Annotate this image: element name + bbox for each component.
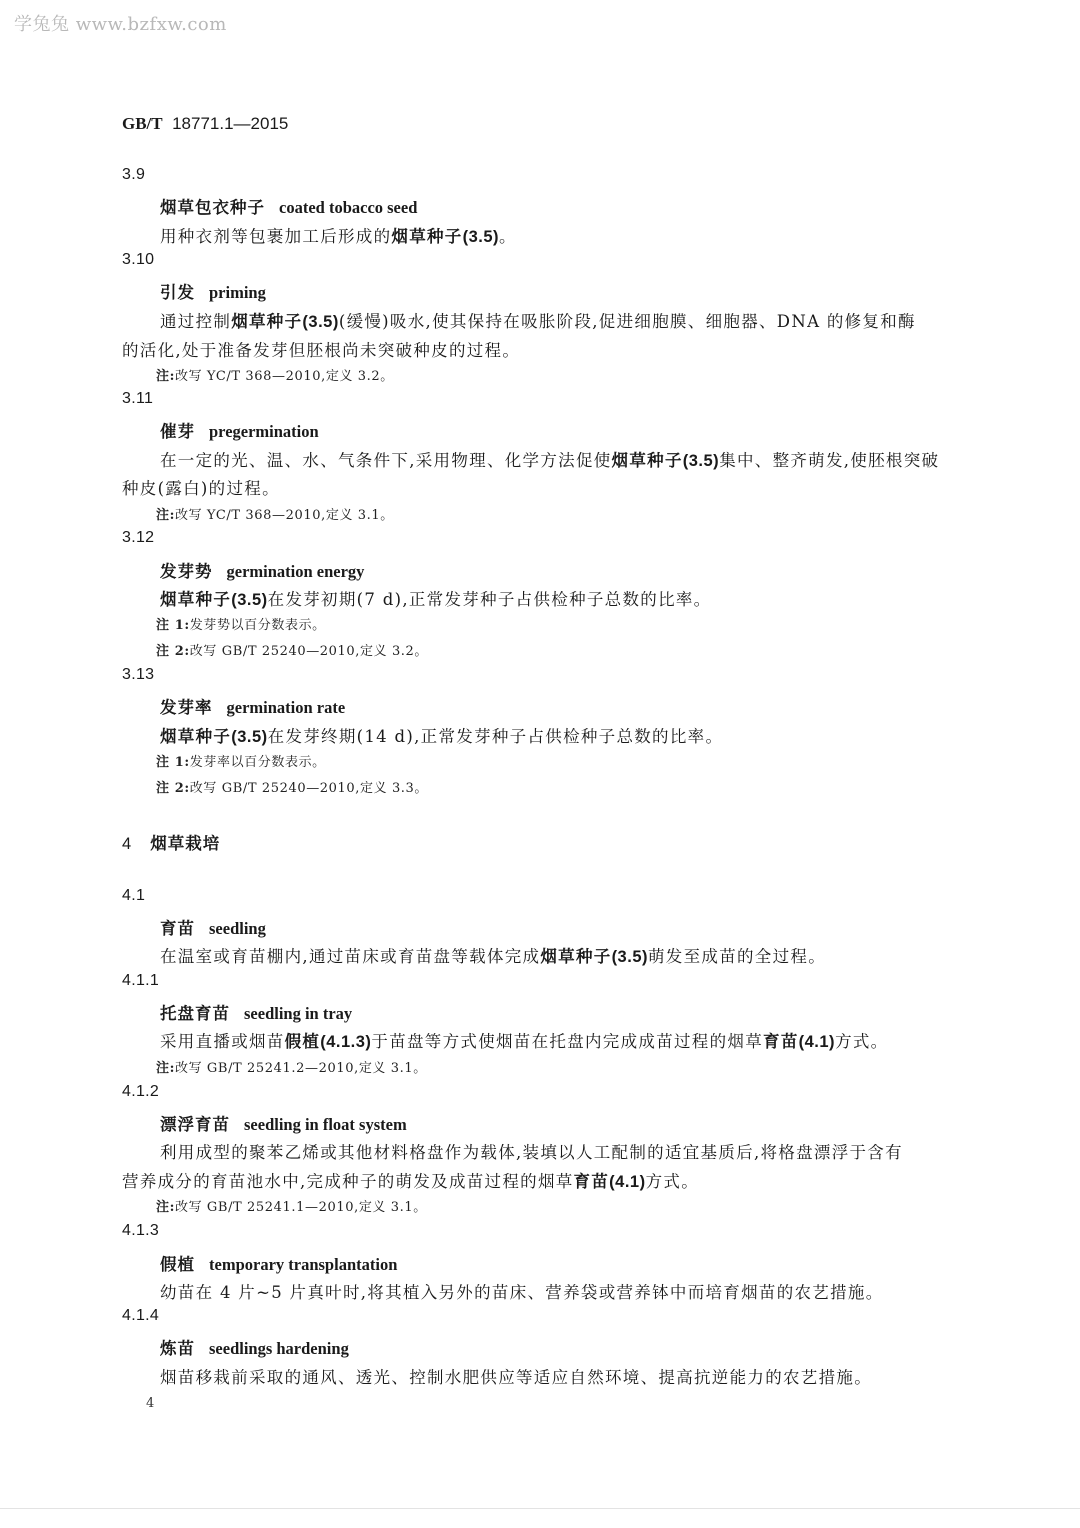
definition-text: 采用直播或烟苗 <box>160 1032 285 1051</box>
standard-prefix: GB/T <box>122 114 163 133</box>
cross-ref-term: 烟草种子 <box>160 590 232 609</box>
note-label: 注 2: <box>156 644 190 659</box>
standard-code <box>122 114 288 134</box>
definition-continued: 种皮(露白)的过程。 <box>122 479 280 498</box>
definition-continued <box>122 1168 699 1192</box>
definition-text: 用种衣剂等包裹加工后形成的 <box>160 227 392 246</box>
cross-ref-number: (4.1.3) <box>320 1033 372 1051</box>
clause-number: 3.13 <box>122 666 155 683</box>
term-zh: 烟草包衣种子 <box>160 198 265 217</box>
term-heading <box>160 558 364 582</box>
clause-number: 3.11 <box>122 390 154 407</box>
cross-ref-number: (3.5) <box>611 948 648 966</box>
definition <box>160 308 916 332</box>
clause-number: 3.10 <box>122 251 155 268</box>
definition <box>160 447 939 471</box>
term-zh: 炼苗 <box>160 1339 195 1358</box>
cross-ref-term: 假植 <box>284 1032 321 1051</box>
definition-text: (缓慢)吸水,使其保持在吸胀阶段,促进细胞膜、细胞器、DNA 的修复和酶 <box>338 312 916 331</box>
note-text: 改写 YC/T 368—2010,定义 3.1。 <box>175 508 394 523</box>
cross-ref-number: (3.5) <box>682 452 720 470</box>
definition-text: 。 <box>499 227 517 246</box>
definition <box>160 1028 888 1052</box>
clause-number: 4.1.3 <box>122 1222 160 1239</box>
definition <box>160 223 517 247</box>
note-label: 注: <box>156 1061 175 1076</box>
definition-text: 方式。 <box>835 1032 889 1051</box>
cross-ref-term: 育苗 <box>573 1172 610 1191</box>
term-zh: 漂浮育苗 <box>160 1115 230 1134</box>
note <box>156 504 394 523</box>
term-zh: 引发 <box>160 283 195 302</box>
definition-text: 方式。 <box>645 1172 699 1191</box>
definition-text: 在温室或育苗棚内,通过苗床或育苗盘等载体完成 <box>160 947 541 966</box>
cross-ref-term: 烟草种子 <box>540 947 612 966</box>
term-zh: 发芽率 <box>160 698 213 717</box>
definition-text: 萌发至成苗的全过程。 <box>648 947 826 966</box>
watermark: 学兔兔 www.bzfxw.com <box>14 14 227 35</box>
term-en: coated tobacco seed <box>279 198 418 217</box>
cross-ref-term: 烟草种子 <box>391 227 463 246</box>
cross-ref-number: (3.5) <box>231 728 268 746</box>
definition-text: 在一定的光、温、水、气条件下,采用物理、化学方法促使 <box>160 451 612 470</box>
note <box>156 777 428 796</box>
definition: 幼苗在 4 片~5 片真叶时,将其植入另外的苗床、营养袋或营养钵中而培育烟苗的农艺措施。 <box>160 1283 884 1302</box>
term-en: seedlings hardening <box>209 1339 349 1358</box>
cross-ref-number: (3.5) <box>231 591 268 609</box>
note <box>156 751 326 770</box>
note-label: 注: <box>156 508 175 523</box>
note <box>156 640 428 659</box>
note-label: 注 1: <box>156 618 190 633</box>
term-en: temporary transplantation <box>209 1255 398 1274</box>
definition-text: 集中、整齐萌发,使胚根突破 <box>719 451 940 470</box>
note <box>156 365 394 384</box>
note-label: 注: <box>156 1200 175 1215</box>
page-number: 4 <box>146 1396 155 1411</box>
definition-text: 营养成分的育苗池水中,完成种子的萌发及成苗过程的烟草 <box>122 1172 574 1191</box>
note-text: 改写 YC/T 368—2010,定义 3.2。 <box>175 369 394 384</box>
bottom-rule <box>0 1508 1080 1509</box>
note-label: 注: <box>156 369 175 384</box>
term-heading <box>160 194 417 218</box>
term-en: seedling in float system <box>244 1115 407 1134</box>
definition-continued: 的活化,处于准备发芽但胚根尚未突破种皮的过程。 <box>122 341 521 360</box>
definition <box>160 943 826 967</box>
chapter-title: 烟草栽培 <box>150 834 221 853</box>
term-zh: 托盘育苗 <box>160 1004 230 1023</box>
definition: 烟苗移栽前采取的通风、透光、控制水肥供应等适应自然环境、提高抗逆能力的农艺措施。 <box>160 1368 872 1387</box>
term-heading <box>160 418 319 442</box>
cross-ref-number: (3.5) <box>462 228 500 246</box>
note-text: 改写 GB/T 25241.2—2010,定义 3.1。 <box>175 1061 427 1076</box>
term-en: germination rate <box>226 698 346 717</box>
term-heading <box>160 1000 352 1024</box>
cross-ref-term: 烟草种子 <box>231 312 303 331</box>
note-label: 注 1: <box>156 755 190 770</box>
definition <box>160 586 711 610</box>
definition-text: 在发芽终期(14 d),正常发芽种子占供检种子总数的比率。 <box>267 727 724 746</box>
term-en: germination energy <box>226 562 365 581</box>
cross-ref-number: (3.5) <box>302 313 339 331</box>
term-heading <box>160 1335 349 1359</box>
definition: 利用成型的聚苯乙烯或其他材料格盘作为载体,装填以人工配制的适宜基质后,将格盘漂浮于含有 <box>160 1143 903 1162</box>
note-text: 发芽势以百分数表示。 <box>189 618 326 633</box>
clause-number: 4.1 <box>122 887 146 904</box>
note-text: 改写 GB/T 25241.1—2010,定义 3.1。 <box>175 1200 427 1215</box>
cross-ref-number: (4.1) <box>609 1173 646 1191</box>
note-label: 注 2: <box>156 781 190 796</box>
definition-text: 通过控制 <box>160 312 232 331</box>
term-zh: 育苗 <box>160 919 195 938</box>
definition-text: 于苗盘等方式使烟苗在托盘内完成成苗过程的烟草 <box>371 1032 764 1051</box>
clause-number: 4.1.4 <box>122 1307 160 1324</box>
note-text: 改写 GB/T 25240—2010,定义 3.2。 <box>189 644 429 659</box>
term-zh: 催芽 <box>160 422 195 441</box>
term-heading <box>160 1251 397 1275</box>
chapter-heading <box>122 830 220 854</box>
chapter-number: 4 <box>122 835 133 853</box>
term-heading <box>160 279 266 303</box>
clause-number: 3.12 <box>122 529 155 546</box>
cross-ref-term: 烟草种子 <box>160 727 232 746</box>
cross-ref-term: 烟草种子 <box>611 451 683 470</box>
term-en: pregermination <box>209 422 319 441</box>
note-text: 发芽率以百分数表示。 <box>189 755 326 770</box>
term-heading <box>160 915 266 939</box>
definition <box>160 723 723 747</box>
note <box>156 1196 427 1215</box>
term-en: seedling in tray <box>244 1004 353 1023</box>
clause-number: 3.9 <box>122 166 146 183</box>
note <box>156 1057 427 1076</box>
standard-number: 18771.1—2015 <box>172 114 289 133</box>
definition-text: 在发芽初期(7 d),正常发芽种子占供检种子总数的比率。 <box>267 590 712 609</box>
cross-ref-term: 育苗 <box>763 1032 799 1051</box>
note-text: 改写 GB/T 25240—2010,定义 3.3。 <box>189 781 429 796</box>
term-heading <box>160 1111 407 1135</box>
clause-number: 4.1.2 <box>122 1083 160 1100</box>
term-zh: 假植 <box>160 1255 195 1274</box>
term-zh: 发芽势 <box>160 562 213 581</box>
term-en: seedling <box>209 919 266 938</box>
note <box>156 614 326 633</box>
clause-number: 4.1.1 <box>122 972 160 989</box>
term-heading <box>160 694 345 718</box>
term-en: priming <box>209 283 266 302</box>
cross-ref-number: (4.1) <box>798 1033 836 1051</box>
